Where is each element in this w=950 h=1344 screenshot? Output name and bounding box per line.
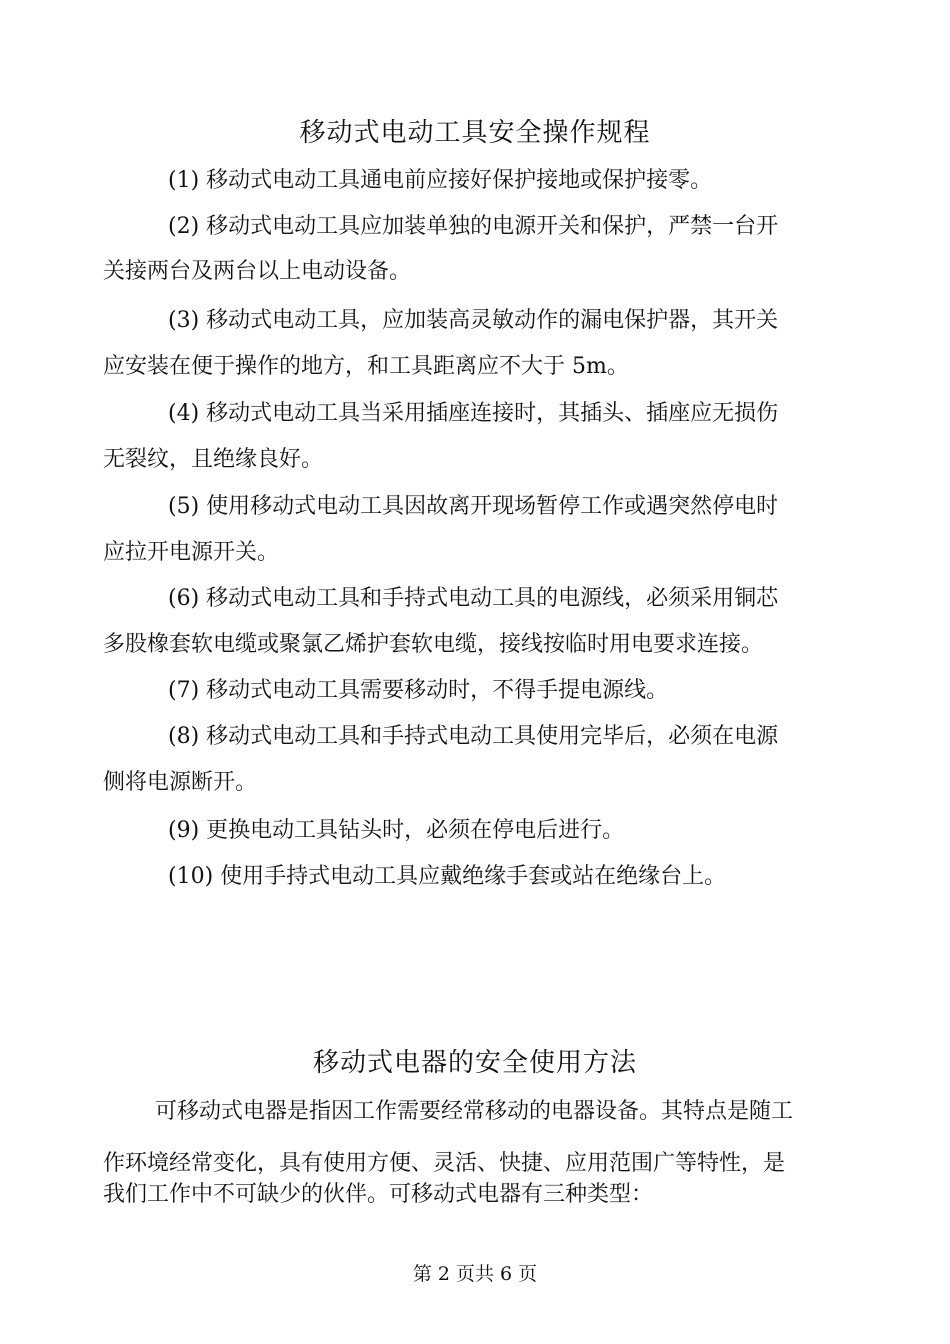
rule-item-4-line-2: 无裂纹，且绝缘良好。 bbox=[103, 447, 324, 472]
rule-item-10: (10) 使用手持式电动工具应戴绝缘手套或站在绝缘台上。 bbox=[168, 864, 727, 889]
paragraph-line-1: 可移动式电器是指因工作需要经常移动的电器设备。其特点是随工 bbox=[155, 1099, 794, 1124]
page-number-footer: 第 2 页共 6 页 bbox=[412, 1263, 538, 1285]
rule-item-1: (1) 移动式电动工具通电前应接好保护接地或保护接零。 bbox=[168, 168, 713, 193]
paragraph-line-3: 我们工作中不可缺少的伙伴。可移动式电器有三种类型： bbox=[103, 1182, 654, 1207]
rule-item-7: (7) 移动式电动工具需要移动时，不得手提电源线。 bbox=[168, 678, 669, 703]
rule-item-2-line-2: 关接两台及两台以上电动设备。 bbox=[103, 259, 412, 284]
rule-item-3-line-1: (3) 移动式电动工具，应加装高灵敏动作的漏电保护器，其开关 bbox=[168, 308, 779, 333]
section-title-appliance-usage: 移动式电器的安全使用方法 bbox=[312, 1048, 637, 1078]
rule-item-9: (9) 更换电动工具钻头时，必须在停电后进行。 bbox=[168, 818, 625, 843]
rule-item-3-line-2: 应安装在便于操作的地方，和工具距离应不大于 5m。 bbox=[103, 354, 629, 379]
rule-item-8-line-2: 侧将电源断开。 bbox=[103, 770, 258, 795]
rule-item-6-line-1: (6) 移动式电动工具和手持式电动工具的电源线，必须采用铜芯 bbox=[168, 586, 779, 611]
rule-item-5-line-2: 应拉开电源开关。 bbox=[103, 540, 280, 565]
rule-item-4-line-1: (4) 移动式电动工具当采用插座连接时，其插头、插座应无损伤 bbox=[168, 401, 779, 426]
rule-item-5-line-1: (5) 使用移动式电动工具因故离开现场暂停工作或遇突然停电时 bbox=[168, 494, 779, 519]
paragraph-line-2: 作环境经常变化，具有使用方便、灵活、快捷、应用范围广等特性，是 bbox=[103, 1151, 786, 1176]
section-title-tool-safety: 移动式电动工具安全操作规程 bbox=[299, 118, 651, 148]
rule-item-8-line-1: (8) 移动式电动工具和手持式电动工具使用完毕后，必须在电源 bbox=[168, 724, 779, 749]
rule-item-2-line-1: (2) 移动式电动工具应加装单独的电源开关和保护，严禁一台开 bbox=[168, 214, 779, 239]
rule-item-6-line-2: 多股橡套软电缆或聚氯乙烯护套软电缆，接线按临时用电要求连接。 bbox=[103, 632, 764, 657]
